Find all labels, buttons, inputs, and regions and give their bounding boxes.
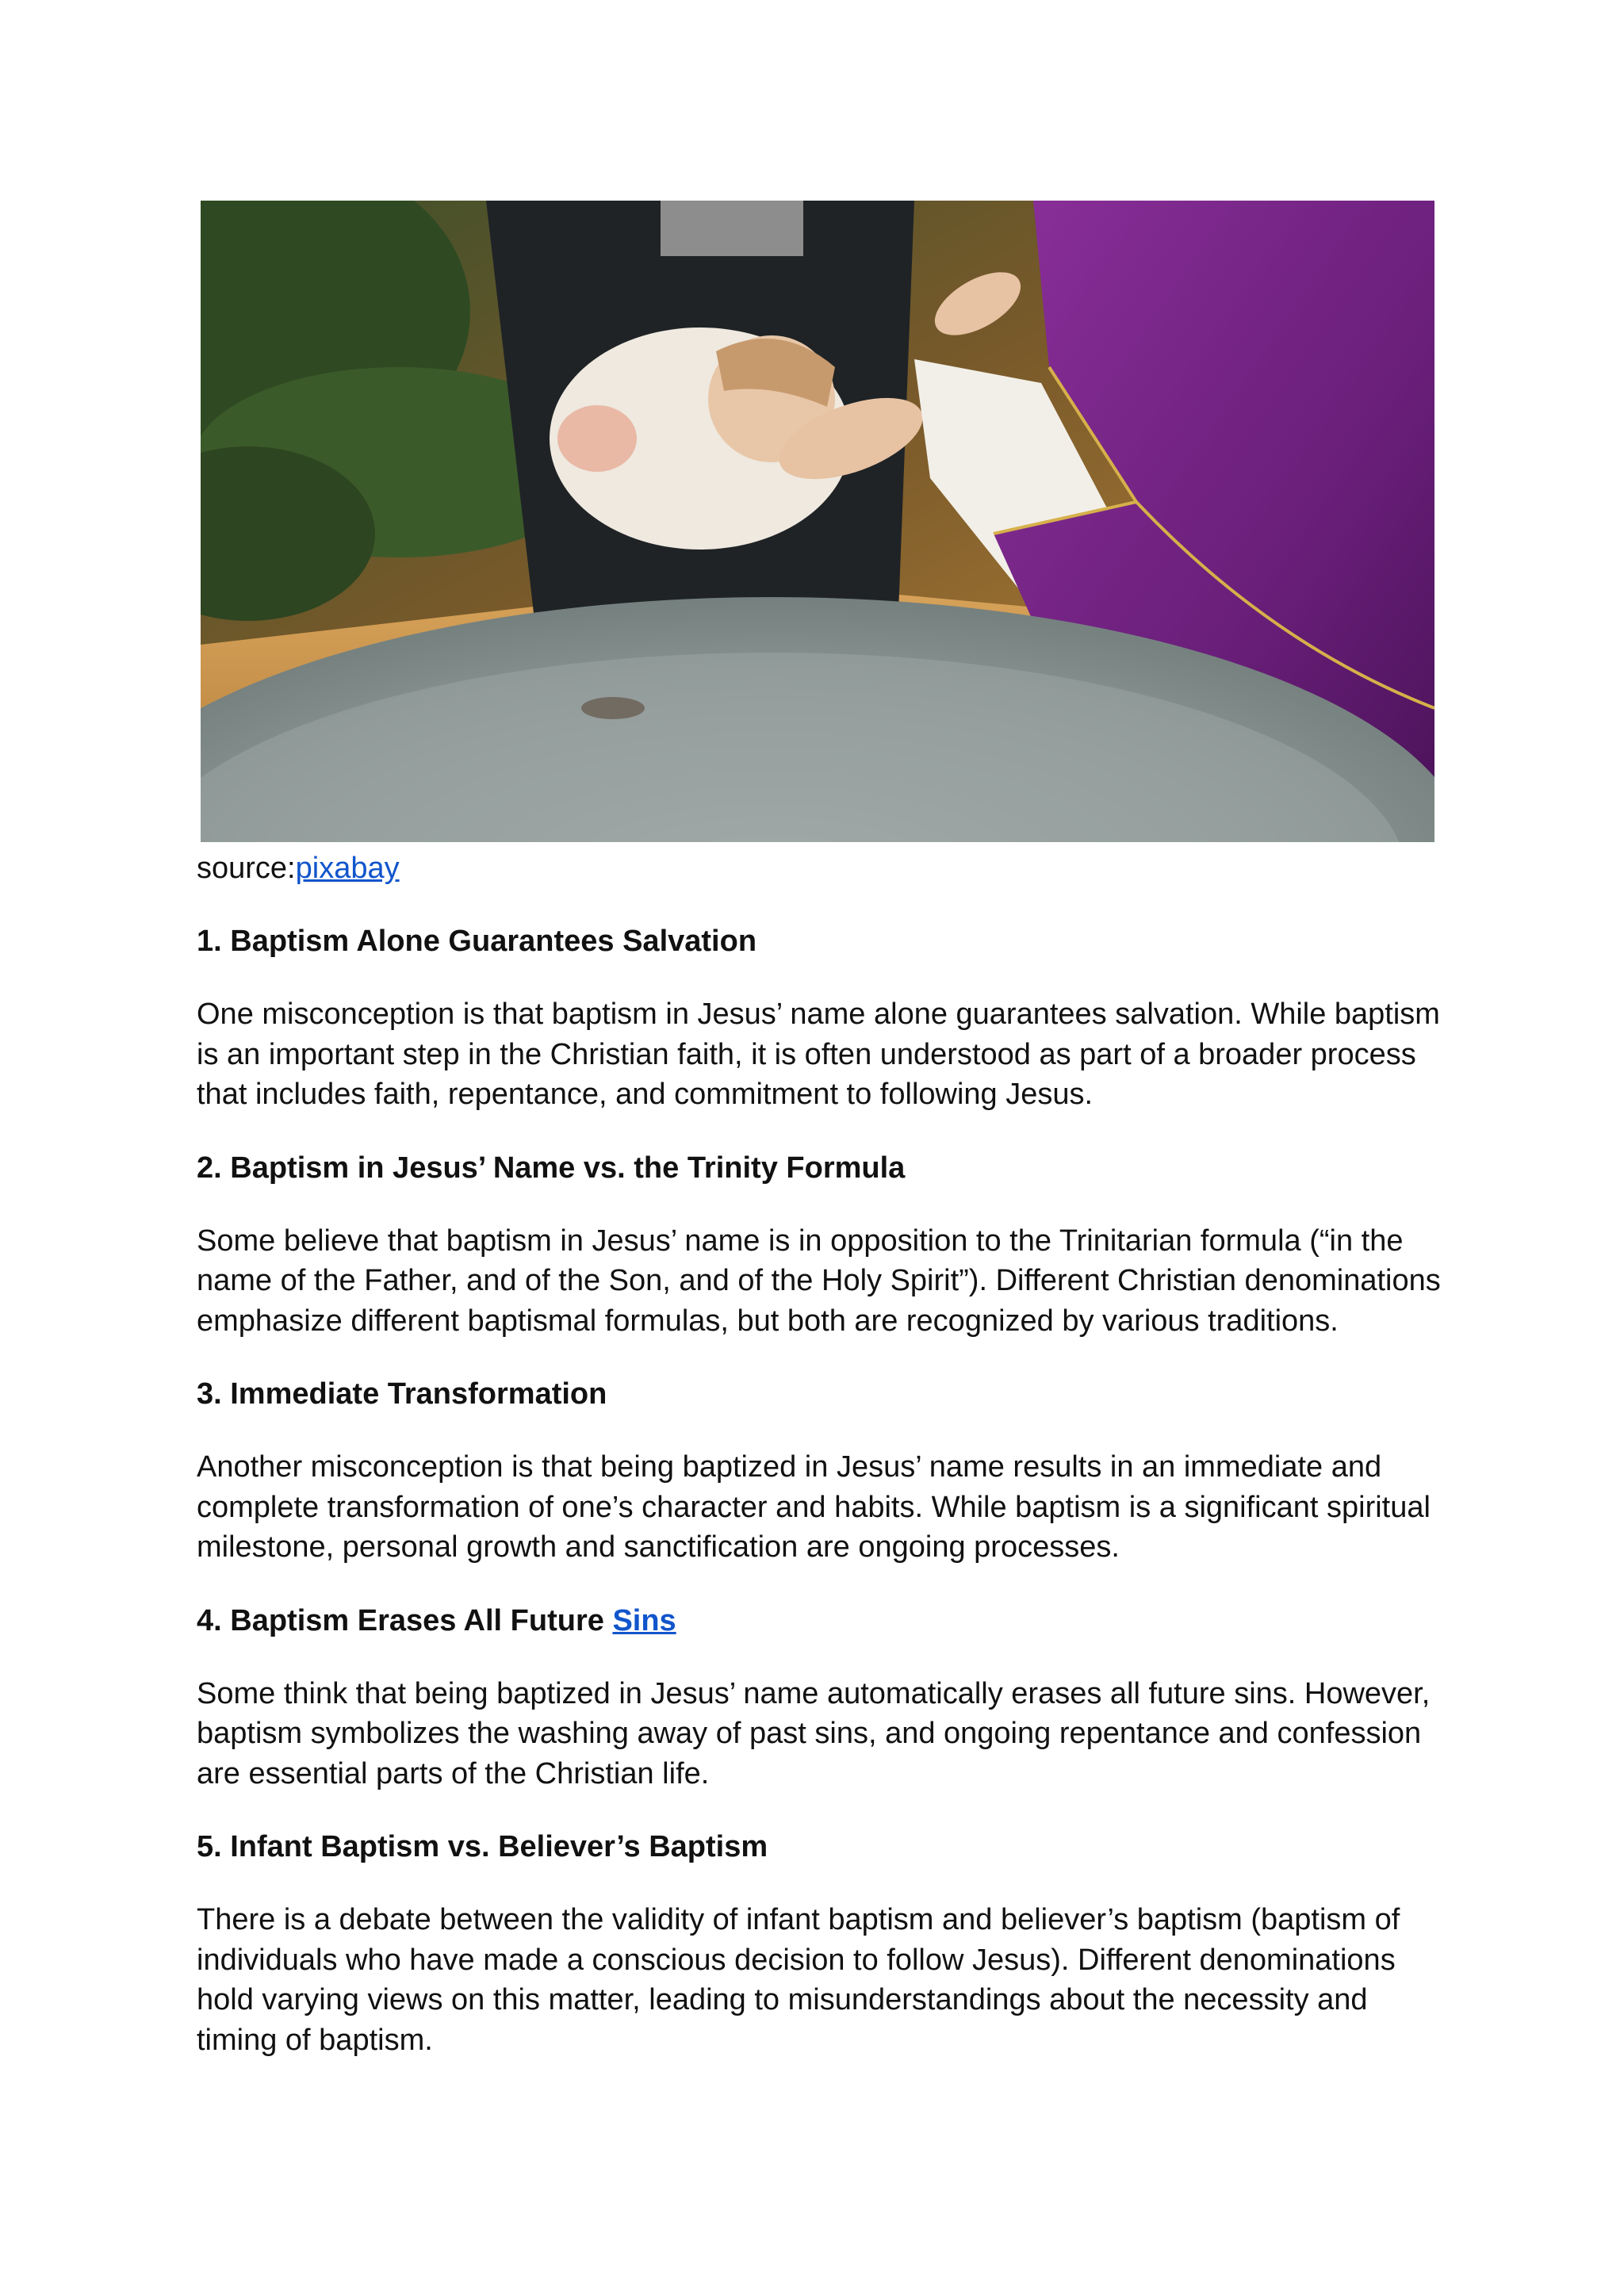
section-3-heading: 3. Immediate Transformation — [197, 1377, 607, 1411]
baptism-photo-illustration — [201, 201, 1434, 842]
image-source-line — [197, 848, 1450, 888]
pixabay-link[interactable]: pixabay — [295, 852, 400, 885]
section-3-body: Another misconception is that being baptized in Jesus’ name results in an immediate and complete transformation of one’s character and habits. While baptism is a significant spiritual milestone, personal growth and sanctification are ongoing processes. — [197, 1450, 1431, 1564]
section-2-body: Some believe that baptism in Jesus’ name is in opposition to the Trinitarian formula (“in the name of the Father, and of the Son, and of the Holy Spirit”). Different Christian denominations emphasize different baptismal formulas, but both are recognized by various traditions. — [197, 1224, 1441, 1338]
section-1-heading: 1. Baptism Alone Guarantees Salvation — [197, 925, 757, 958]
source-prefix: source: — [197, 852, 296, 885]
section-5-body: There is a debate between the validity of infant baptism and believer’s baptism (baptism of individuals who have made a conscious decision to follow Jesus). Different denominations hold varying views on this matter, leading to misunderstandings about the necessity and timing of baptism. — [197, 1903, 1400, 2057]
section-4-heading — [197, 1601, 1450, 1641]
article-body — [197, 848, 1450, 2093]
baptism-photo — [201, 201, 1434, 842]
section-1-body: One misconception is that baptism in Jesus’ name alone guarantees salvation. While baptism is an important step in the Christian faith, it is often understood as part of a broader process that includes faith, repentance, and commitment to following Jesus. — [197, 998, 1440, 1111]
section-4-heading-text: 4. Baptism Erases All Future — [197, 1603, 613, 1637]
section-4-body: Some think that being baptized in Jesus’ name automatically erases all future sins. However, baptism symbolizes the washing away of past sins, and ongoing repentance and confession are essential parts of the Christian life. — [197, 1676, 1431, 1790]
sins-link[interactable]: Sins — [612, 1603, 676, 1637]
section-2-heading: 2. Baptism in Jesus’ Name vs. the Trinity Formula — [197, 1151, 906, 1185]
section-5-heading: 5. Infant Baptism vs. Believer’s Baptism — [197, 1830, 768, 1863]
